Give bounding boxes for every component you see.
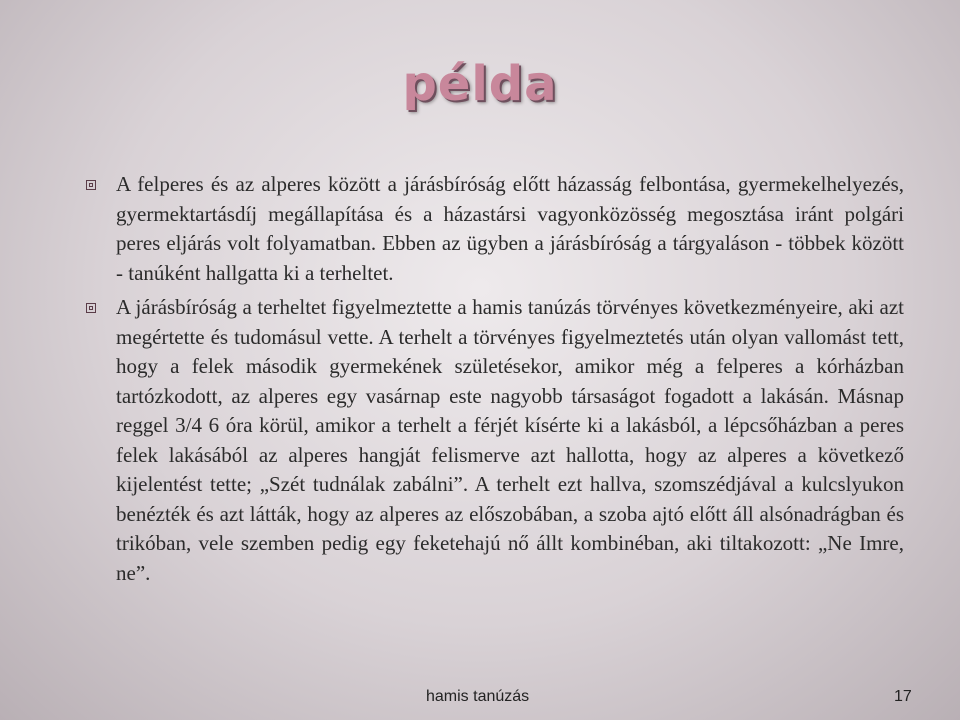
bullet-text: A felperes és az alperes között a járásbíróság előtt házasság felbontása, gyermekelhelyezés, gyermektartásdíj megállapítása és a házastársi vagyonközösség megosztása iránt polgári peres eljárás volt folyamatban. Ebben az ügyben a járásbíróság a tárgyaláson - többek között - tanúként hallgatta ki a terheltet. xyxy=(116,172,904,285)
slide-title: példa xyxy=(402,56,558,112)
bullet-text: A járásbíróság a terheltet figyelmeztette a hamis tanúzás törvényes következményeire, aki azt megértette és tudomásul vette. A terhelt a törvényes figyelmeztetés után olyan vallomást tett, hogy a felek második gyermekének születésekor, amikor még a felperes a kórházban tartózkodott, az alperes egy vasárnap este nagyobb társaságot fogadott a lakásán. Másnap reggel 3/4 6 óra körül, amikor a terhelt a férjét kísérte ki a lakásból, a lépcsőházban a peres felek lakásából az alperes hangját felismerve azt hallotta, hogy az alperes a következő kijelentést tette; „Szét tudnálak zabálni”. A terhelt ezt hallva, szomszédjával a kulcslyukon benézték és azt látták, hogy az alperes az előszobában, a szoba ajtó előtt áll alsónadrágban és trikóban, vele szemben pedig egy feketehajú nő állt kombinéban, aki tiltakozott: „Ne Imre, ne”. xyxy=(116,295,904,585)
bullet-item xyxy=(86,293,904,588)
page-number: 17 xyxy=(894,688,912,705)
square-bullet-icon xyxy=(86,180,96,190)
bullet-item xyxy=(86,170,904,288)
footer-label: hamis tanúzás xyxy=(426,688,530,705)
square-bullet-icon xyxy=(86,303,96,313)
slide-content xyxy=(86,170,904,593)
